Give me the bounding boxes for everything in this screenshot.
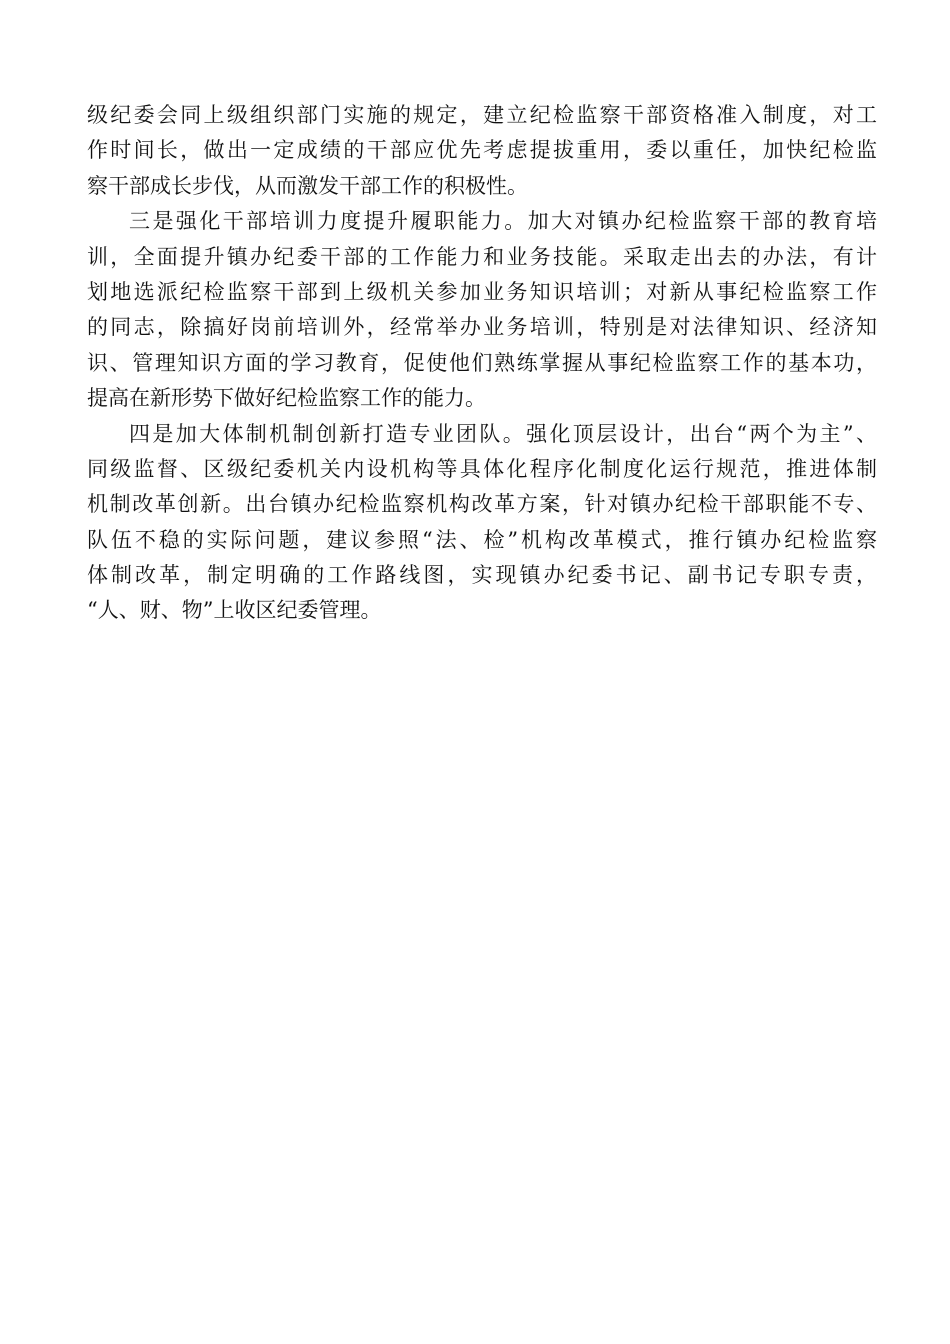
text-line: 识、管理知识方面的学习教育，促使他们熟练掌握从事纪检监察工作的基本功， [87,350,877,375]
paragraph-continuation [87,98,877,204]
text-line: 队伍不稳的实际问题，建议参照“法、检”机构改革模式，推行镇办纪检监察 [87,527,877,552]
text-line: 三是强化干部培训力度提升履职能力。加大对镇办纪检监察干部的教育培 [129,209,877,234]
paragraph-training [87,204,877,416]
text-line: 提高在新形势下做好纪检监察工作的能力。 [87,386,486,411]
text-line: 级纪委会同上级组织部门实施的规定，建立纪检监察干部资格准入制度，对工 [87,103,877,127]
text-line: 四是加大体制机制创新打造专业团队。强化顶层设计，出台“两个为主”、 [129,421,877,446]
document-body [87,98,877,629]
text-line: 机制改革创新。出台镇办纪检监察机构改革方案，针对镇办纪检干部职能不专、 [87,492,877,517]
text-line: 体制改革，制定明确的工作路线图，实现镇办纪委书记、副书记专职专责， [87,563,877,588]
text-line: 的同志，除搞好岗前培训外，经常举办业务培训，特别是对法律知识、经济知 [87,315,877,340]
text-line: 察干部成长步伐，从而激发干部工作的积极性。 [87,173,528,198]
text-line: 训，全面提升镇办纪委干部的工作能力和业务技能。采取走出去的办法，有计 [87,244,877,269]
paragraph-reform [87,417,877,629]
text-line: 同级监督、区级纪委机关内设机构等具体化程序化制度化运行规范，推进体制 [87,456,877,481]
text-line: 划地选派纪检监察干部到上级机关参加业务知识培训；对新从事纪检监察工作 [87,279,877,304]
text-line: “人、财、物”上收区纪委管理。 [87,598,382,623]
text-line: 作时间长，做出一定成绩的干部应优先考虑提拔重用，委以重任，加快纪检监 [87,138,877,163]
